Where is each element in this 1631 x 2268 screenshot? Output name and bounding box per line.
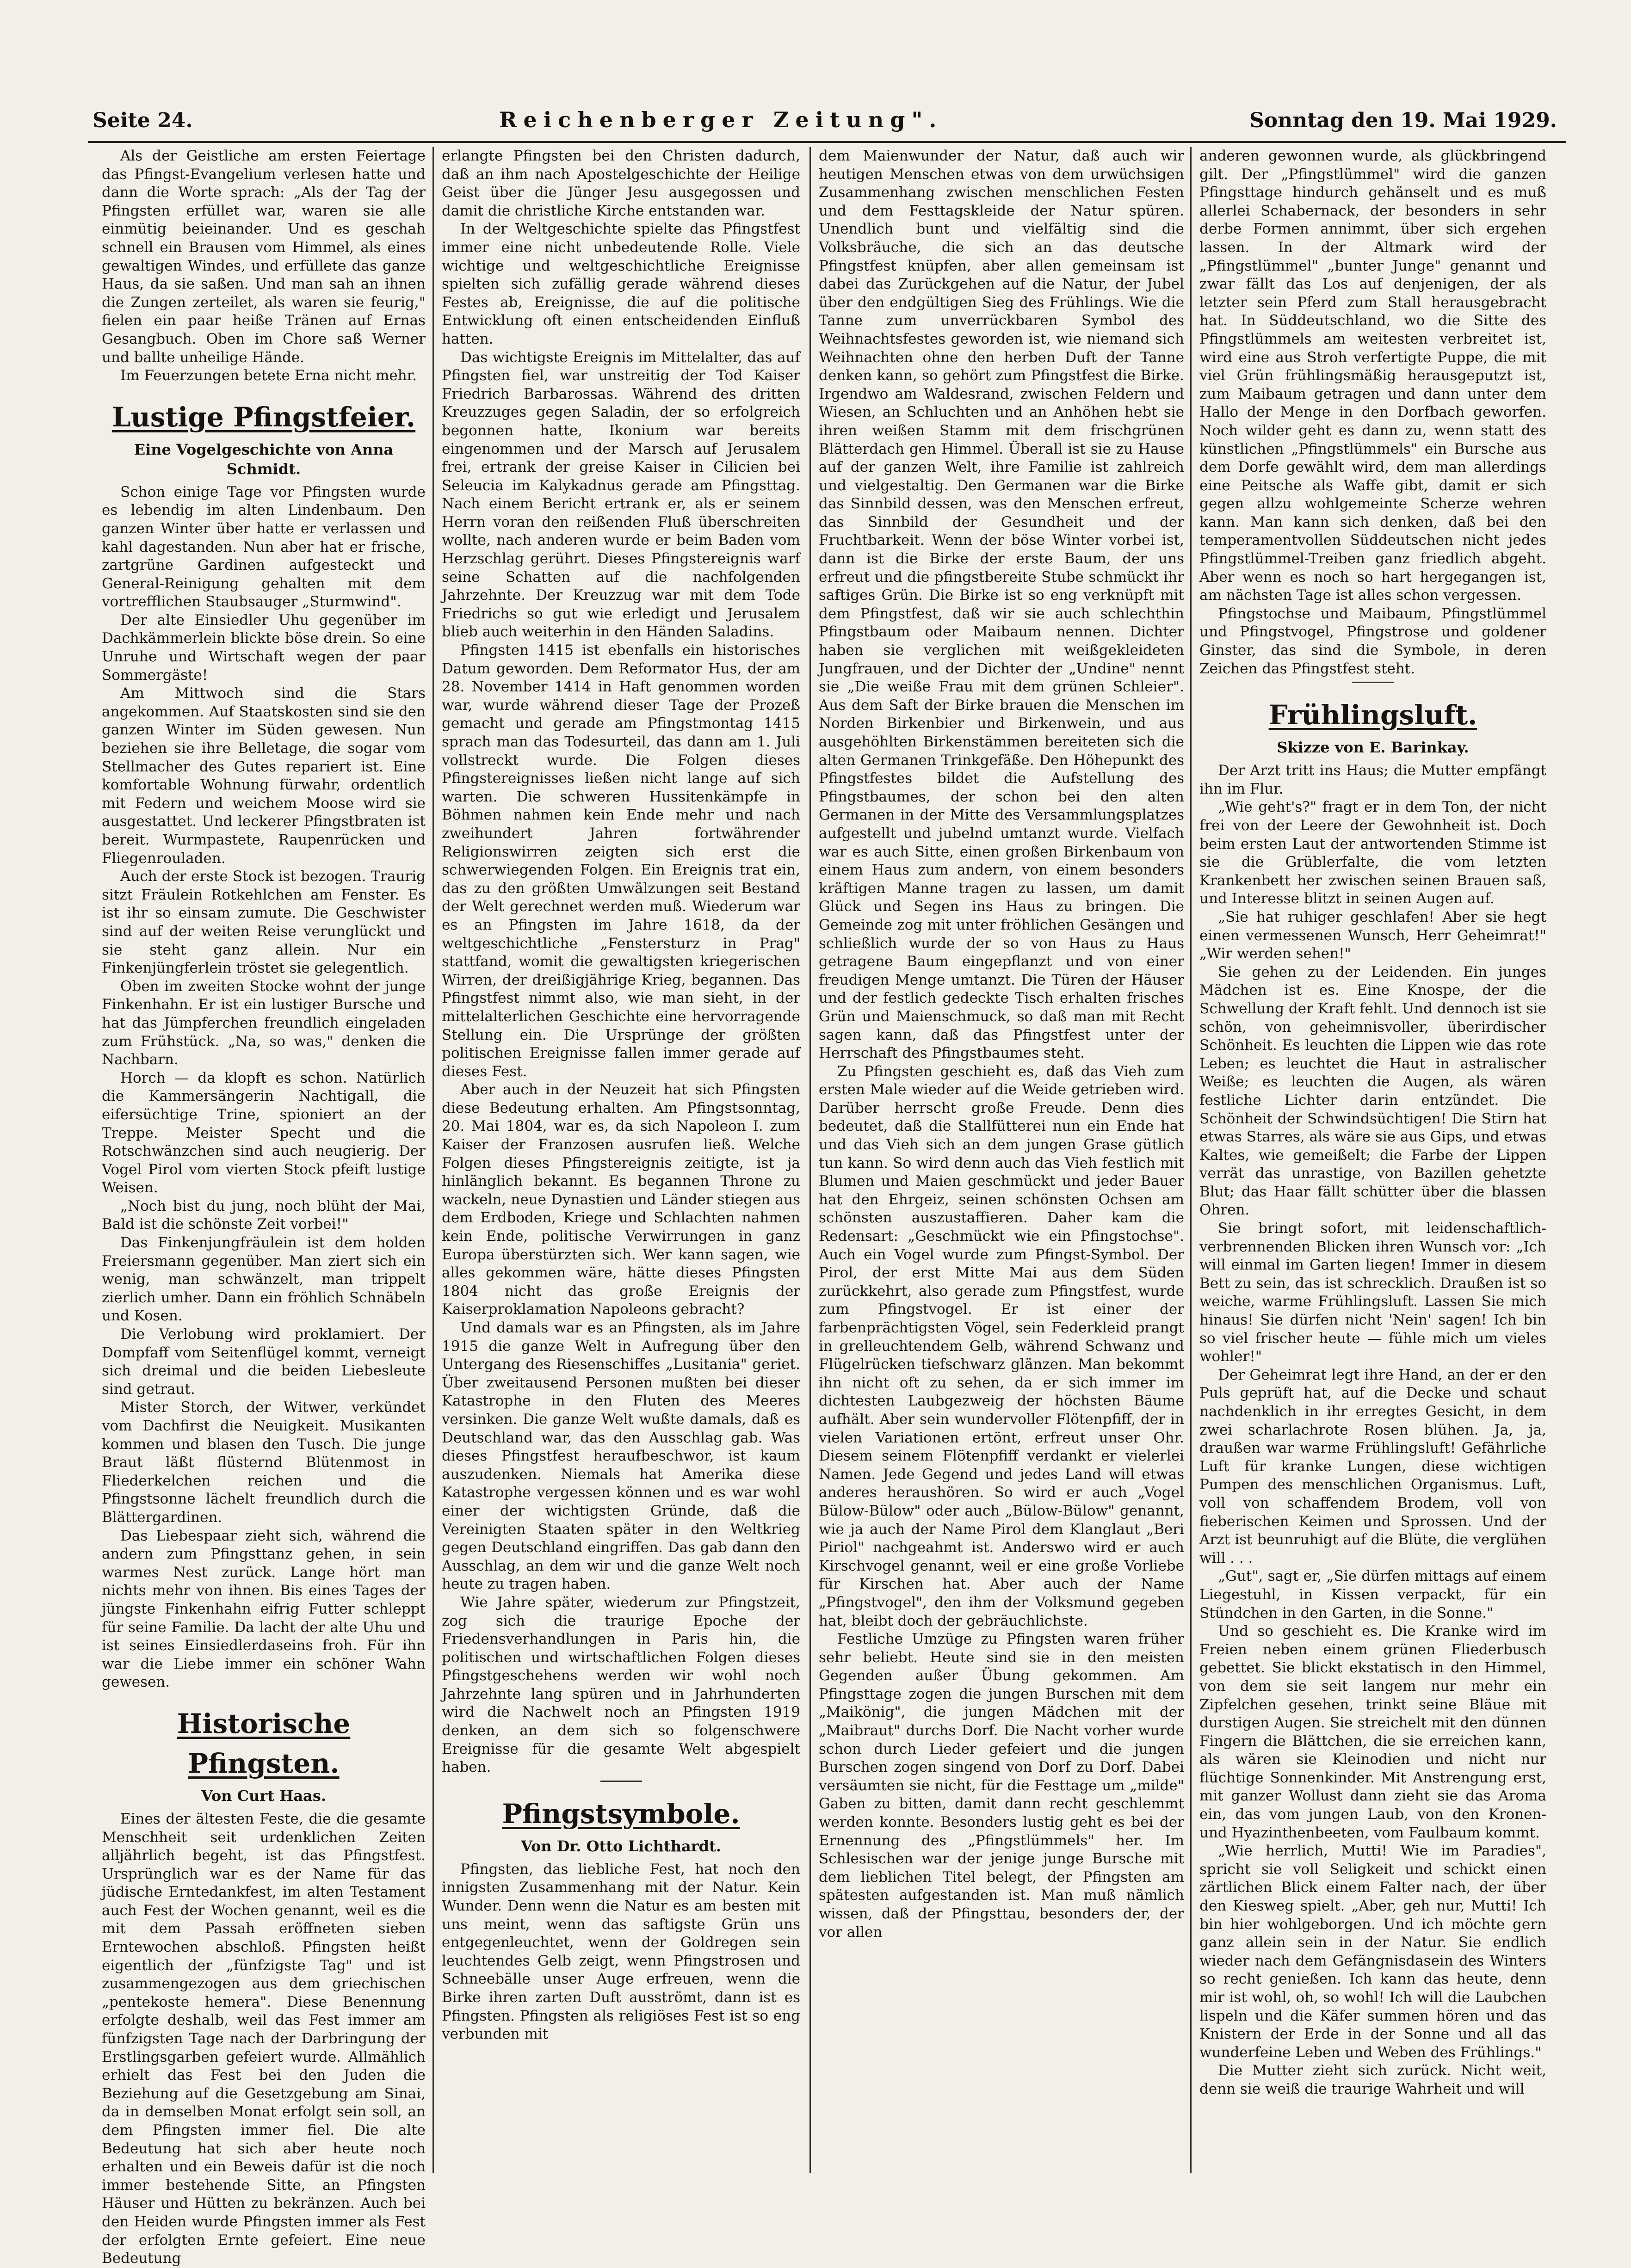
page-number: Seite 24.	[93, 109, 193, 132]
paragraph: „Wie geht's?" fragt er in dem Ton, der nicht frei von der Leere der Gewohnheit ist. Doch beim ersten Laut der antwortenden Stimme ist sie die Grüblerfalte, die vom letzten Krankenbett her zwischen seinen Brauen saß, und Interesse blitzt in seinen Augen auf.	[1199, 799, 1546, 907]
column-1	[102, 147, 426, 2267]
article-byline: Von Curt Haas.	[201, 1787, 326, 1805]
column-4	[1199, 147, 1546, 2173]
newspaper-name: Reichenberger Zeitung".	[499, 107, 943, 132]
paragraph: Am Mittwoch sind die Stars angekommen. Auf Staatskosten sind sie den ganzen Winter im Süden gewesen. Nun beziehen sie ihre Belletage, die sogar vom Stellmacher des Gutes repariert ist. Eine komfortable Wohnung fürwahr, ordentlich mit Federn und weichem Moose wird sie ausgestattet. Und leckerer Pfingstbraten ist bereit. Wurmpastete, Raupenrücken und Fliegenrouladen.	[102, 685, 426, 867]
paragraph: Der alte Einsiedler Uhu gegenüber im Dachkämmerlein blickte böse drein. So eine Unruhe und Wirtschaft wegen der paar Sommergäste!	[102, 611, 426, 684]
paragraph: Oben im zweiten Stocke wohnt der junge Finkenhahn. Er ist ein lustiger Bursche und hat das Jümpferchen freundlich eingeladen zum Frühstück. „Na, so was," denken die Nachbarn.	[102, 978, 426, 1068]
paragraph: „Sie hat ruhiger geschlafen! Aber sie hegt einen vermessenen Wunsch, Herr Geheimrat!" „Wir werden sehen!"	[1199, 908, 1546, 962]
issue-date: Sonntag den 19. Mai 1929.	[1249, 109, 1557, 132]
paragraph: Das wichtigste Ereignis im Mittelalter, das auf Pfingsten fiel, war unstreitig der Tod Kaiser Friedrich Barbarossas. Während des dritten Kreuzzuges gegen Saladin, der so erfolgreich begonnen hatte, Ikonium war bereits eingenommen und der Marsch auf Jerusalem frei, ertrank der greise Kaiser in Cilicien bei Seleucia im Kalykadnus gerade am Pfingsttag. Nach einem Bericht ertrank er, als er seinem Herrn voran den reißenden Fluß überschreiten wollte, nach anderen wurde er beim Baden vom Herzschlag gerührt. Dieses Pfingstereignis warf seine Schatten auf die nachfolgenden Jahrzehnte. Der Kreuzzug war mit dem Tode Friedrichs so gut wie erledigt und Jerusalem blieb auch weiterhin in den Händen Saladins.	[442, 349, 800, 641]
paragraph: Und so geschieht es. Die Kranke wird im Freien neben einem grünen Fliederbusch gebettet. Sie blickt ekstatisch in den Himmel, von dem sie seit langem nur mehr ein Zipfelchen gesehen, trinkt seine Bläue mit durstigen Augen. Sie streichelt mit den dünnen Fingern die Blättchen, die sie erreichen kann, als wären sie Kleinodien und nicht nur flüchtige Sonnenkinder. Mit Anstrengung erst, mit ganzer Wollust dann zieht sie das Aroma ein, das vom jungen Laub, von den Kronen- und Hyazinthenbeeten, vom Faulbaum kommt.	[1199, 1623, 1546, 1841]
page-header	[93, 107, 1557, 139]
paragraph: Schon einige Tage vor Pfingsten wurde es lebendig im alten Lindenbaum. Den ganzen Winter über hatte er verlassen und kahl dagestanden. Nun aber hat er frische, zartgrüne Gardinen aufgesteckt und General-Reinigung gehalten mit dem vortrefflichen Staubsauger „Sturmwind".	[102, 483, 426, 610]
paragraph: Die Verlobung wird proklamiert. Der Dompfaff vom Seitenflügel kommt, verneigt sich dreimal und die beiden Liebesleute sind getraut.	[102, 1326, 426, 1398]
paragraph: „Gut", sagt er, „Sie dürfen mittags auf einem Liegestuhl, in Kissen verpackt, für ein Stündchen in den Garten, in die Sonne."	[1199, 1568, 1546, 1621]
paragraph: In der Weltgeschichte spielte das Pfingstfest immer eine nicht unbedeutende Rolle. Viele wichtige und weltgeschichtliche Ereignisse spielten sich zufällig gerade während dieses Festes ab, Ereignisse, die auf die politische Entwicklung oft einen entscheidenden Einfluß hatten.	[442, 221, 800, 347]
paragraph: Wie Jahre später, wiederum zur Pfingstzeit, zog sich die traurige Epoche der Friedensverhandlungen in Paris hin, die politischen und wirtschaftlichen Folgen dieses Pfingstgeschehens werden wir wohl noch Jahrzehnte lang spüren und in Jahrhunderten wird die Nachwelt noch an Pfingsten 1919 denken, an dem sich so folgenschwere Ereignisse für die gesamte Welt abgespielt haben.	[442, 1594, 800, 1776]
article-title: Lustige Pfingstfeier.	[111, 401, 416, 433]
paragraph: Der Geheimrat legt ihre Hand, an der er den Puls geprüft hat, auf die Decke und schaut nachdenklich in ihr erregtes Gesicht, in dem zwei scharlachrote Rosen blühen. Ja, ja, draußen war warme Frühlingsluft! Gefährliche Luft für kranke Lungen, diese wichtigen Pumpen des menschlichen Organismus. Luft, voll von schaffendem Brodem, voll von fieberischen Keimen und Sprossen. Und der Arzt ist beunruhigt auf die Blüte, die verglühen will . . .	[1199, 1366, 1546, 1566]
paragraph: Horch — da klopft es schon. Natürlich die Kammersängerin Nachtigall, die eifersüchtige Trine, spioniert an der Treppe. Meister Specht und die Rotschwänzchen sind auch neugierig. Der Vogel Pirol vom vierten Stock pfeift lustige Weisen.	[102, 1069, 426, 1196]
article-byline: Eine Vogelgeschichte von Anna Schmidt.	[134, 440, 394, 478]
section-divider	[600, 1781, 642, 1782]
paragraph: Pfingstochse und Maibaum, Pfingstlümmel und Pfingstvogel, Pfingstrose und goldener Ginster, das sind die Symbole, in deren Zeichen das Pfingstfest steht.	[1199, 605, 1546, 677]
paragraph: Festliche Umzüge zu Pfingsten waren früher sehr beliebt. Heute sind sie in den meisten Gegenden außer Übung gekommen. Am Pfingsttage zogen die jungen Burschen mit dem „Maikönig", die jungen Mädchen mit der „Maibraut" durchs Dorf. Die Nacht vorher wurde schon durch Lieder gefeiert und die jungen Burschen zogen singend von Dorf zu Dorf. Dabei versäumten sie nicht, für die Festtage um „milde" Gaben zu bitten, damit dann recht geschlemmt werden konnte. Besonders lustig geht es bei der Ernennung des „Pfingstlümmels" her. Im Schlesischen war der jenige junge Bursche mit dem lieblichen Titel belegt, der Pfingsten am spätesten aufgestanden ist. Man muß nämlich wissen, daß der Pfingsttau, besonders der, der vor allen	[819, 1631, 1184, 1941]
paragraph: Pfingsten, das liebliche Fest, hat noch den innigsten Zusammenhang mit der Natur. Kein Wunder. Denn wenn die Natur es am besten mit uns meint, wenn das saftigste Grün uns entgegenleuchtet, wenn der Goldregen sein leuchtendes Gelb zeigt, wenn Pfingstrosen und Schneebälle unser Auge erfreuen, wenn die Birke ihren zarten Duft ausströmt, dann ist es Pfingsten. Pfingsten als religiöses Fest ist so eng verbunden mit	[442, 1861, 800, 2043]
paragraph: erlangte Pfingsten bei den Christen dadurch, daß an ihm nach Apostelgeschichte der Heilige Geist über die Jünger Jesu ausgegossen und damit die christliche Kirche entstanden war.	[442, 148, 800, 219]
paragraph: Und damals war es an Pfingsten, als im Jahre 1915 die ganze Welt in Aufregung über den Untergang des Riesenschiffes „Lusitania" geriet. Über zweitausend Personen mußten bei dieser Katastrophe in den Fluten des Meeres versinken. Die ganze Welt wußte damals, daß es Deutschland war, das den Ausschlag gab. Was dieses Pfingstfest heraufbeschwor, ist kaum auszudenken. Niemals hat Amerika diese Katastrophe vergessen können und es war wohl einer der wichtigsten Gründe, daß die Vereinigten Staaten später in den Weltkrieg gegen Deutschland eingriffen. Das gab dann den Ausschlag, an dem wir und die ganze Welt noch heute zu tragen haben.	[442, 1319, 800, 1593]
paragraph: Sie gehen zu der Leidenden. Ein junges Mädchen ist es. Eine Knospe, der die Schwellung der Kraft fehlt. Und dennoch ist sie schön, von geheimnisvoller, überirdischer Schönheit. Es leuchten die Lippen wie das rote Leben; es leuchtet die Haut in astralischer Weiße; es leuchten die Augen, als wären festliche Lichter darin entzündet. Die Schönheit der Schwindsüchtigen! Die Stirn hat etwas Starres, als wäre sie aus Gips, und etwas Kaltes, wie gemeißelt; die Farbe der Lippen verrät das unrastige, von Bazillen gehetzte Blut; das Haar fällt schütter über die blassen Ohren.	[1199, 963, 1546, 1219]
paragraph: Im Feuerzungen betete Erna nicht mehr.	[120, 367, 417, 384]
paragraph: „Wie herrlich, Mutti! Wie im Paradies", spricht sie voll Seligkeit und schickt einen zärtlichen Blick einem Falter nach, der über den Kiesweg spielt. „Aber, geh nur, Mutti! Ich bin hier wohlgeborgen. Und ich möchte gern ganz allein sein in der Natur. Sie endlich wieder nach dem Gefängnisdasein des Winters so recht genießen. Ich kann das heute, denn mir ist wohl, oh, so wohl! Ich will die Laubchen lispeln und die Käfer summen hören und das Knistern der Erde in der Sonne und all das wunderfeine Leben und Weben des Frühlings."	[1199, 1843, 1546, 2061]
article-title: Historische Pfingsten.	[177, 1707, 351, 1779]
article-byline: Von Dr. Otto Lichthardt.	[521, 1837, 721, 1855]
paragraph: Der Arzt tritt ins Haus; die Mutter empfängt ihn im Flur.	[1199, 762, 1546, 797]
column-2	[442, 147, 800, 2173]
paragraph: anderen gewonnen wurde, als glückbringend gilt. Der „Pfingstlümmel" wird die ganzen Pfingsttage hindurch gehänselt und es muß allerlei Schabernack, der besonders in sehr derbe Formen annimmt, über sich ergehen lassen. In der Altmark wird der „Pfingstlümmel" „bunter Junge" genannt und zwar fällt das Los auf denjenigen, der als letzter sein Pferd zum Stall herausgebracht hat. In Süddeutschland, wo die Sitte des Pfingstlümmels am weitesten verbreitet ist, wird eine aus Stroh verfertigte Puppe, die mit viel Grün frühlingsmäßig herausgeputzt ist, zum Maibaum getragen und dann unter dem Hallo der Menge in den Dorfbach geworfen. Noch wilder geht es dann zu, wenn statt des künstlichen „Pfingstlümmels" ein Bursche aus dem Dorfe gewählt wird, dem man allerdings eine Peitsche als Waffe gibt, damit er sich gegen allzu wohlgemeinte Scherze wehren kann. Man kann sich denken, daß bei den temperamentvollen Süddeutschen nicht jedes Pfingstlümmel-Treiben ganz friedlich abgeht. Aber wenn es noch so hart hergegangen ist, am nächsten Tage ist alles schon vergessen.	[1199, 148, 1546, 604]
article-byline: Skizze von E. Barinkay.	[1277, 739, 1469, 757]
paragraph: dem Maienwunder der Natur, daß auch wir heutigen Menschen etwas von dem urwüchsigen Zusammenhang zwischen menschlichen Festen und dem Festtagskleide der Natur spüren. Unendlich bunt und vielfältig sind die Volksbräuche, die sich an das deutsche Pfingstfest knüpfen, aber allen gemeinsam ist dabei das Zurückgehen auf die Natur, der Jubel über den endgültigen Sieg des Frühlings. Wie die Tanne zum unverrückbaren Symbol des Weihnachtsfestes geworden ist, wie niemand sich Weihnachten ohne den herben Duft der Tanne denken kann, so gehört zum Pfingstfest die Birke. Irgendwo am Waldesrand, zwischen Feldern und Wiesen, an Schluchten und an Anhöhen hebt sie ihren weißen Stamm mit dem frischgrünen Blätterdach gen Himmel. Überall ist sie zu Hause auf der ganzen Welt, ihre Familie ist zahlreich und vielgestaltig. Den Germanen war die Birke das Sinnbild dessen, was den Menschen erfreut, das Sinnbild der Gesundheit und der Fruchtbarkeit. Wenn der böse Winter vorbei ist, dann ist die Birke der erste Baum, der uns erfreut und die pfingstbereite Stube schmückt ihr saftiges Grün. Die Birke ist so eng verknüpft mit dem Pfingstfest, daß wir sie auch schlechthin Pfingstbaum oder Maibaum nennen. Dichter haben sie verglichen mit weißgekleideten Jungfrauen, und der Dichter der „Undine" nennt sie „Die weiße Frau mit dem grünen Schleier". Aus dem Saft der Birke brauen die Menschen im Norden Birkenbier und Birkenwein, und aus ausgehöhlten Birkenstämmen bereiteten sich die alten Germanen Trinkgefäße. Den Höhepunkt des Pfingstfestes bildet die Aufstellung des Pfingstbaumes, der schon bei den alten Germanen in der Mitte des Versammlungsplatzes aufgestellt und jubelnd umtanzt wurde. Vielfach war es auch Sitte, einen großen Birkenbaum von einem Haus zum andern, von einem besonders kräftigen Manne tragen zu lassen, um damit Glück und Segen ins Haus zu bringen. Die Gemeinde zog mit unter fröhlichen Gesängen und schließlich wurde der so von Haus zu Haus getragene Baum eingepflanzt und von einer freudigen Menge umtanzt. Die Türen der Häuser und der festlich gedeckte Tisch erhalten frisches Grün und Maienschmuck, so daß man mit Recht sagen kann, daß das Pfingstfest unter der Herrschaft des Pfingstbaumes steht.	[819, 148, 1184, 1062]
paragraph: Das Finkenjungfräulein ist dem holden Freiersmann gegenüber. Man ziert sich ein wenig, man schwänzelt, man trippelt zierlich umher. Dann ein fröhlich Schnäbeln und Kosen.	[102, 1234, 426, 1325]
paragraph: Die Mutter zieht sich zurück. Nicht weit, denn sie weiß die traurige Wahrheit und will	[1199, 2062, 1546, 2097]
paragraph: Auch der erste Stock ist bezogen. Traurig sitzt Fräulein Rotkehlchen am Fenster. Es ist ihr so einsam zumute. Die Geschwister sind auf der weiten Reise verunglückt und sie steht ganz allein. Nur ein Finkenjüngferlein tröstet sie gelegentlich.	[102, 868, 426, 977]
paragraph: Pfingsten 1415 ist ebenfalls ein historisches Datum geworden. Dem Reformator Hus, der am 28. November 1414 in Haft genommen worden war, wurde während dieser Tage der Prozeß gemacht und gerade am Pfingstmontag 1415 sprach man das Todesurteil, das dann am 1. Juli vollstreckt wurde. Die Folgen dieses Pfingstereignisses ließen nicht lange auf sich warten. Die schweren Hussitenkämpfe in Böhmen nahmen kein Ende mehr und nach zweihundert Jahren fortwährender Religionswirren zeigten sich erst die schwerwiegenden Folgen. Ein Ereignis trat ein, das zu den größten Umwälzungen seit Bestand der Welt gerechnet werden muß. Wiederum war es an Pfingsten im Jahre 1618, da der weltgeschichtliche „Fenstersturz in Prag" stattfand, womit die gewaltigsten kriegerischen Wirren, der dreißigjährige Krieg, begannen. Das Pfingstfest nimmt also, wie man sieht, in der mittelalterlichen Geschichte eine hervorragende Stellung ein. Die Ursprünge der größten politischen Ereignisse fallen immer gerade auf dieses Fest.	[442, 642, 800, 1080]
article-columns	[83, 147, 1554, 2267]
paragraph: Das Liebespaar zieht sich, während die andern zum Pfingsttanz gehen, in sein warmes Nest zurück. Lange hört man nichts mehr von ihnen. Bis eines Tages der jüngste Finkenhahn eifrig Futter schleppt für seine Familie. Da lacht der alte Uhu und ist seines Einsiedlerdaseins froh. Für ihn war die Liebe immer ein schöner Wahn gewesen.	[102, 1527, 426, 1691]
paragraph: Zu Pfingsten geschieht es, daß das Vieh zum ersten Male wieder auf die Weide getrieben wird. Darüber herrscht große Freude. Denn dies bedeutet, daß die Stallfütterei nun ein Ende hat und das Vieh sich an dem jungen Grase gütlich tun kann. So wird denn auch das Vieh festlich mit Blumen und Maien geschmückt und jeder Bauer hat den Ehrgeiz, seinen schönsten Ochsen am schönsten auszustaffieren. Daher kam die Redensart: „Geschmückt wie ein Pfingstochse". Auch ein Vogel wurde zum Pfingst-Symbol. Der Pirol, der erst Mitte Mai aus dem Süden zurückkehrt, also gerade zum Pfingstfest, wurde zum Pfingstvogel. Er ist einer der farbenprächtigsten Vögel, sein Federkleid prangt in grelleuchtendem Gelb, während Schwanz und Flügelrücken tiefschwarz glänzen. Man bekommt ihn nicht oft zu sehen, da er sich immer im dichtesten Laubgezweig der höchsten Bäume aufhält. Aber sein wundervoller Flötenpfiff, der in vielen Variationen ertönt, erfreut unser Ohr. Diesem seinem Flötenpfiff verdankt er vielerlei Namen. Jede Gegend und jedes Land will etwas anderes heraushören. So wird er auch „Vogel Bülow-Bülow" oder auch „Bülow-Bülow" genannt, wie ja auch der Name Pirol dem Klanglaut „Beri Piriol" nachgeahmt ist. Anderswo wird er auch Kirschvogel genannt, weil er eine große Vorliebe für Kirschen hat. Aber auch der Name „Pfingstvogel", den ihm der Volksmund gegeben hat, bleibt doch der gebräuchlichste.	[819, 1063, 1184, 1629]
paragraph: Aber auch in der Neuzeit hat sich Pfingsten diese Bedeutung erhalten. Am Pfingstsonntag, 20. Mai 1804, war es, da sich Napoleon I. zum Kaiser der Franzosen ausrufen ließ. Welche Folgen dieses Pfingstereignis zeitigte, ist ja hinlänglich bekannt. Es begannen Throne zu wackeln, neue Dynastien und Länder stiegen aus dem Erdboden, Kriege und Schlachten nahmen kein Ende, politische Verwirrungen in ganz Europa überstürzten sich. Wer kann sagen, wie alles gekommen wäre, hätte dieses Pfingsten 1804 nicht das große Ereignis der Kaiserproklamation Napoleons gebracht?	[442, 1081, 800, 1318]
section-divider	[1352, 682, 1394, 683]
paragraph: Mister Storch, der Witwer, verkündet vom Dachfirst die Neuigkeit. Musikanten kommen und blasen den Tusch. Die junge Braut läßt flüsternd Blütenmost in Fliederkelchen reichen und die Pfingstsonne lächelt freundlich durch die Blättergardinen.	[102, 1399, 426, 1526]
column-3	[819, 147, 1184, 2173]
paragraph: Eines der ältesten Feste, die die gesamte Menschheit seit urdenklichen Zeiten alljährlich begeht, ist das Pfingstfest. Ursprünglich war es der Name für das jüdische Erntedankfest, im alten Testament auch Fest der Wochen genannt, weil es die mit dem Passah eröffneten sieben Erntewochen abschloß. Pfingsten heißt eigentlich der „fünfzigste Tag" und ist zusammengezogen aus dem griechischen „pentekoste hemera". Diese Benennung erfolgte deshalb, weil das Fest immer am fünfzigsten Tage nach der Darbringung der Erstlingsgarben gefeiert wurde. Allmählich erhielt das Fest bei den Juden die Beziehung auf die Gesetzgebung am Sinai, da in demselben Monat erfolgt sein soll, an dem Pfingsten immer fiel. Die alte Bedeutung hat sich aber heute noch erhalten und ein Beweis dafür ist die noch immer bestehende Sitte, an Pfingsten Häuser und Hütten zu bekränzen. Auch bei den Heiden wurde Pfingsten immer als Fest der erfolgten Ernte gefeiert. Eine neue Bedeutung	[102, 1810, 426, 2267]
verse: „Noch bist du jung, noch blüht der Mai, Bald ist die schönste Zeit vorbei!"	[102, 1197, 426, 1233]
header-rule	[88, 141, 1566, 143]
paragraph: Sie bringt sofort, mit leidenschaftlich-verbrennenden Blicken ihren Wunsch vor: „Ich will einmal im Garten liegen! Immer in diesem Bett zu sein, das ist schrecklich. Draußen ist so weiche, warme Frühlingsluft. Lassen Sie mich hinaus! Sie dürfen nicht 'Nein' sagen! Ich bin so viel frischer heute — fühle mich um vieles wohler!"	[1199, 1220, 1546, 1365]
article-title: Frühlingsluft.	[1268, 699, 1477, 731]
article-title: Pfingstsymbole.	[502, 1798, 740, 1830]
paragraph: Als der Geistliche am ersten Feiertage das Pfingst-Evangelium verlesen hatte und dann die Worte sprach: „Als der Tag der Pfingsten erfüllet war, waren sie alle einmütig beieinander. Und es geschah schnell ein Brausen vom Himmel, als eines gewaltigen Windes, und erfüllete das ganze Haus, da sie saßen. Und man sah an ihnen die Zungen zerteilet, als waren sie feurig," fielen ein paar heiße Tränen auf Ernas Gesangbuch. Oben im Chore saß Werner und ballte unheilige Hände.	[102, 148, 426, 366]
